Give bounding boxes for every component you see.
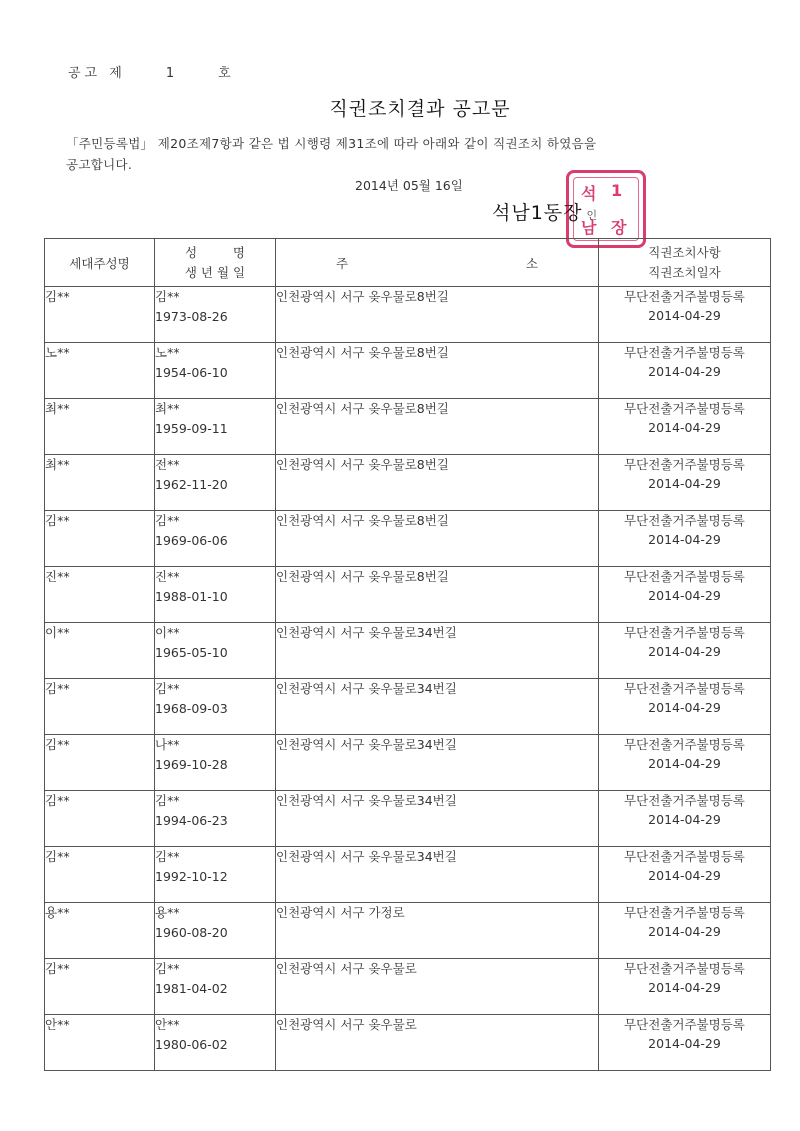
table-row: [45, 455, 771, 511]
col-address-right: 소: [525, 255, 538, 271]
action-date: 2014-04-29: [648, 980, 721, 995]
householder-cell: 김**: [45, 679, 155, 735]
address-cell: 인천광역시 서구 옺우물로8번길: [276, 399, 599, 455]
action-type: 무단전출거주불명등록: [624, 457, 745, 472]
birth-date: 1994-06-23: [155, 813, 228, 828]
action-date: 2014-04-29: [648, 364, 721, 379]
action-cell: [599, 959, 771, 1015]
table-row: [45, 847, 771, 903]
action-cell: [599, 455, 771, 511]
name-cell: [155, 567, 276, 623]
action-type: 무단전출거주불명등록: [624, 849, 745, 864]
issuing-office: [492, 198, 598, 225]
person-name: 김**: [155, 513, 180, 528]
action-type: 무단전출거주불명등록: [624, 961, 745, 976]
col-name: 성 명: [185, 244, 245, 260]
address-cell: 인천광역시 서구 옺우물로: [276, 959, 599, 1015]
householder-cell: 노**: [45, 343, 155, 399]
person-name: 김**: [155, 793, 180, 808]
birth-date: 1969-10-28: [155, 757, 228, 772]
table-row: [45, 735, 771, 791]
birth-date: 1988-01-10: [155, 589, 228, 604]
notice-number: 1: [165, 66, 179, 81]
action-cell: [599, 735, 771, 791]
address-cell: 인천광역시 서구 옺우물로34번길: [276, 847, 599, 903]
birth-date: 1973-08-26: [155, 309, 228, 324]
table-row: [45, 567, 771, 623]
birth-date: 1960-08-20: [155, 925, 228, 940]
name-cell: [155, 679, 276, 735]
name-cell: [155, 287, 276, 343]
action-type: 무단전출거주불명등록: [624, 681, 745, 696]
action-type: 무단전출거주불명등록: [624, 569, 745, 584]
address-cell: 인천광역시 서구 옺우물로8번길: [276, 287, 599, 343]
address-cell: 인천광역시 서구 가정로: [276, 903, 599, 959]
person-name: 용**: [155, 905, 180, 920]
body-line-2: 공고합니다.: [66, 157, 133, 172]
birth-date: 1954-06-10: [155, 365, 228, 380]
person-name: 전**: [155, 457, 180, 472]
notice-date: 2014년 05월 16일: [355, 178, 463, 193]
col-action: [599, 239, 771, 287]
householder-cell: 용**: [45, 903, 155, 959]
table-row: [45, 511, 771, 567]
action-date: 2014-04-29: [648, 476, 721, 491]
official-seal: 석 1 남 장: [566, 170, 646, 248]
person-name: 진**: [155, 569, 180, 584]
action-type: 무단전출거주불명등록: [624, 401, 745, 416]
action-type: 무단전출거주불명등록: [624, 905, 745, 920]
birth-date: 1962-11-20: [155, 477, 228, 492]
col-name-birth: [155, 239, 276, 287]
householder-cell: 최**: [45, 399, 155, 455]
col-action-item: 직권조치사항: [648, 244, 721, 260]
action-type: 무단전출거주불명등록: [624, 625, 745, 640]
householder-cell: 김**: [45, 511, 155, 567]
action-cell: [599, 343, 771, 399]
action-type: 무단전출거주불명등록: [624, 513, 745, 528]
address-cell: 인천광역시 서구 옺우물로8번길: [276, 511, 599, 567]
action-type: 무단전출거주불명등록: [624, 793, 745, 808]
office-name: 석남1동장: [492, 202, 583, 224]
birth-date: 1968-09-03: [155, 701, 228, 716]
name-cell: [155, 847, 276, 903]
action-date: 2014-04-29: [648, 532, 721, 547]
table-row: [45, 959, 771, 1015]
col-birth: 생 년 월 일: [184, 264, 246, 280]
householder-cell: 안**: [45, 1015, 155, 1071]
birth-date: 1965-05-10: [155, 645, 228, 660]
action-date: 2014-04-29: [648, 420, 721, 435]
name-cell: [155, 791, 276, 847]
person-name: 노**: [155, 345, 180, 360]
col-address-left: 주: [336, 255, 349, 271]
householder-cell: 김**: [45, 791, 155, 847]
action-type: 무단전출거주불명등록: [624, 345, 745, 360]
name-cell: [155, 735, 276, 791]
notice-number-line: [68, 62, 235, 81]
householder-cell: 김**: [45, 959, 155, 1015]
office-seal-mark: 인: [586, 209, 599, 222]
table-row: [45, 791, 771, 847]
name-cell: [155, 623, 276, 679]
action-results-table: [44, 238, 771, 1071]
action-date: 2014-04-29: [648, 924, 721, 939]
action-cell: [599, 287, 771, 343]
col-householder: 세대주성명: [45, 239, 155, 287]
householder-cell: 김**: [45, 847, 155, 903]
person-name: 이**: [155, 625, 180, 640]
birth-date: 1959-09-11: [155, 421, 228, 436]
table-row: [45, 903, 771, 959]
action-cell: [599, 903, 771, 959]
address-cell: 인천광역시 서구 옺우물로8번길: [276, 343, 599, 399]
address-cell: 인천광역시 서구 옺우물로8번길: [276, 455, 599, 511]
address-cell: 인천광역시 서구 옺우물로34번길: [276, 623, 599, 679]
householder-cell: 진**: [45, 567, 155, 623]
table-body: [45, 287, 771, 1071]
notice-prefix: 공고 제: [68, 66, 126, 81]
notice-suffix: 호: [218, 66, 235, 81]
action-cell: [599, 847, 771, 903]
col-address: [276, 239, 599, 287]
person-name: 김**: [155, 961, 180, 976]
table-row: [45, 343, 771, 399]
person-name: 김**: [155, 289, 180, 304]
action-cell: [599, 791, 771, 847]
body-line-1: 「주민등록법」 제20조제7항과 같은 법 시행령 제31조에 따라 아래와 같이 직권조치 하였음을: [66, 136, 597, 151]
birth-date: 1980-06-02: [155, 1037, 228, 1052]
action-type: 무단전출거주불명등록: [624, 1017, 745, 1032]
col-action-date: 직권조치일자: [648, 264, 721, 280]
table-row: [45, 679, 771, 735]
address-cell: 인천광역시 서구 옺우물로8번길: [276, 567, 599, 623]
table-row: [45, 287, 771, 343]
person-name: 안**: [155, 1017, 180, 1032]
name-cell: [155, 959, 276, 1015]
table-row: [45, 623, 771, 679]
action-cell: [599, 1015, 771, 1071]
action-date: 2014-04-29: [648, 588, 721, 603]
action-date: 2014-04-29: [648, 700, 721, 715]
action-type: 무단전출거주불명등록: [624, 737, 745, 752]
householder-cell: 김**: [45, 287, 155, 343]
householder-cell: 최**: [45, 455, 155, 511]
name-cell: [155, 1015, 276, 1071]
birth-date: 1992-10-12: [155, 869, 228, 884]
action-date: 2014-04-29: [648, 812, 721, 827]
name-cell: [155, 455, 276, 511]
table-row: [45, 399, 771, 455]
table-row: [45, 1015, 771, 1071]
action-date: 2014-04-29: [648, 308, 721, 323]
name-cell: [155, 511, 276, 567]
action-cell: [599, 567, 771, 623]
action-cell: [599, 511, 771, 567]
person-name: 최**: [155, 401, 180, 416]
action-type: 무단전출거주불명등록: [624, 289, 745, 304]
person-name: 나**: [155, 737, 180, 752]
action-cell: [599, 679, 771, 735]
action-cell: [599, 623, 771, 679]
document-title: 직권조치결과 공고문: [329, 98, 511, 120]
person-name: 김**: [155, 849, 180, 864]
address-cell: 인천광역시 서구 옺우물로: [276, 1015, 599, 1071]
action-date: 2014-04-29: [648, 644, 721, 659]
person-name: 김**: [155, 681, 180, 696]
name-cell: [155, 343, 276, 399]
address-cell: 인천광역시 서구 옺우물로34번길: [276, 735, 599, 791]
action-date: 2014-04-29: [648, 868, 721, 883]
name-cell: [155, 903, 276, 959]
name-cell: [155, 399, 276, 455]
notice-body: [66, 133, 736, 175]
action-date: 2014-04-29: [648, 756, 721, 771]
birth-date: 1981-04-02: [155, 981, 228, 996]
address-cell: 인천광역시 서구 옺우물로34번길: [276, 679, 599, 735]
table-header-row: [45, 239, 771, 287]
action-date: 2014-04-29: [648, 1036, 721, 1051]
action-cell: [599, 399, 771, 455]
birth-date: 1969-06-06: [155, 533, 228, 548]
householder-cell: 이**: [45, 623, 155, 679]
address-cell: 인천광역시 서구 옺우물로34번길: [276, 791, 599, 847]
householder-cell: 김**: [45, 735, 155, 791]
